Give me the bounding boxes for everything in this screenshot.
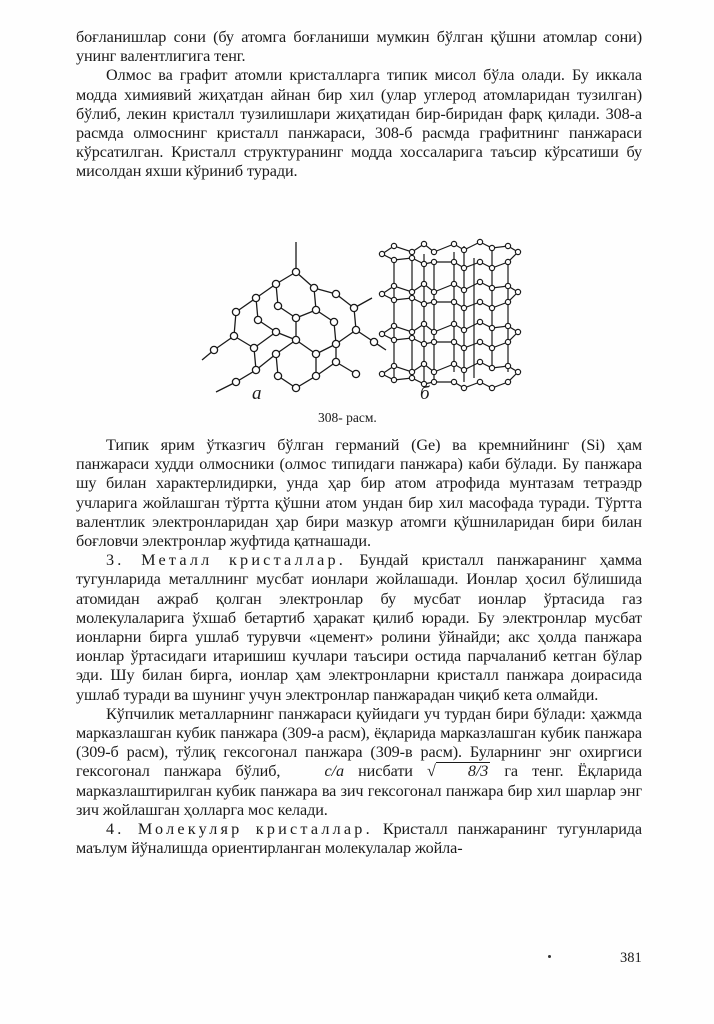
paragraph-1: боғланишлар сони (бу атомга боғланиши мумкин бўлган қўшни атомлар сони) унинг валентлигига тенг. (76, 28, 642, 66)
paragraph-3: Типик ярим ўтказгич бўлган германий (Ge) ва кремнийнинг (Si) ҳам панжараси худди олмосники (олмос типидаги панжара) каби бўлади. Бу панжара шу билан характерлидирки, унда ҳар бир атом атрофида мунтазам тетраэдр учларига жойлашган тўртта қўшни атом ундан бир хил масофада туради. Тўртта валентлик электронларидан ҳар бири мазкур атомги қўшниларидан бири билан боғловчи электронлар жуфтида қатнашади. (76, 436, 642, 551)
page-number: 381 (620, 950, 642, 966)
graphite-lattice-drawing (379, 239, 520, 390)
paragraph-5 (76, 705, 642, 820)
paragraph-2: Олмос ва графит атомли кристалларга типик мисол бўла олади. Бу иккала модда химиявий жиҳатдан айнан бир хил (улар углерод атомларидан тузилган) бўлиб, лекин кристалл тузилишлари жиҳатидан бир-биридан фарқ қилади. 308-а расмда олмоснинг кристалл панжараси, 308-б расмда графитнинг панжараси кўрсатилган. Кристалл структуранинг модда хоссаларига таъсир кўрсатиши бу мисолдан яхши кўриниб туради. (76, 66, 642, 181)
paragraph-4 (76, 551, 642, 705)
crystal-lattice-illustration (196, 232, 526, 408)
sqrt-formula: 8/3 (436, 762, 490, 779)
section-heading-metal-crystals: 3. Металл кристаллар. (106, 551, 347, 570)
print-speck (548, 955, 551, 958)
figure-caption: 308- расм. (318, 410, 377, 425)
sqrt-symbol: √ (427, 762, 436, 781)
paragraph-6 (76, 820, 642, 858)
figure-308 (196, 232, 526, 408)
paragraph-4-text: Бундай кристалл панжаранинг ҳамма тугунларида металлнинг мусбат ионлари жойлашади. Ионлар ҳосил бўлишида атомидан ажраб қолган электронлар бу мусбат ионлар ўртасида газ молекулаларига ўхшаб бетартиб ҳаракат қилиб юради. Бу электронлар мусбат ионларни бирга ушлаб турувчи «цемент» ролини ўйнайди; акс ҳолда панжара ионлар ўртасидаги итаришиш кучлари таъсири остида парчаланиб кетган бўлар эди. Шу билан бирга, ионлар ҳам электронларни кристалл панжара доирасида ушлаб туради ва шунинг учун электронлар панжарадан чиқиб кета олмайди. (76, 551, 642, 704)
paragraph-6-text: Кристалл панжаранинг тугунларида маълум йўналишда ориентирланган молекулалар жойла- (76, 820, 642, 858)
paragraph-5-text-start: Кўпчилик металларнинг панжараси қуйидаги уч турдан бири бўлади: ҳажмда марказлашган кубик панжара (309-а расм), ёқларида марказлашган кубик панжара (309-б расм), тўлиқ гексогонал панжара (309-в расм). Буларнинг энг охиргиси гексогонал панжара бўлиб, (76, 704, 642, 781)
figure-label-a: а (252, 383, 262, 404)
diamond-lattice-drawing (202, 242, 386, 392)
paragraph-5-text-end: га тенг. Ёқларида марказлаштирилган кубик панжара ва зич гексогонал панжара бир хил шарлар энг зич жойлашган ҳолларга мос келади. (76, 762, 643, 819)
figure-label-b: б (420, 383, 430, 404)
bottom-text-block (76, 436, 642, 858)
top-text-block (76, 28, 642, 182)
paragraph-5-text-mid: нисбати (343, 762, 428, 781)
ratio-formula: c/a (324, 762, 344, 781)
section-heading-molecular-crystals: 4. Молекуляр кристаллар. (106, 820, 373, 839)
